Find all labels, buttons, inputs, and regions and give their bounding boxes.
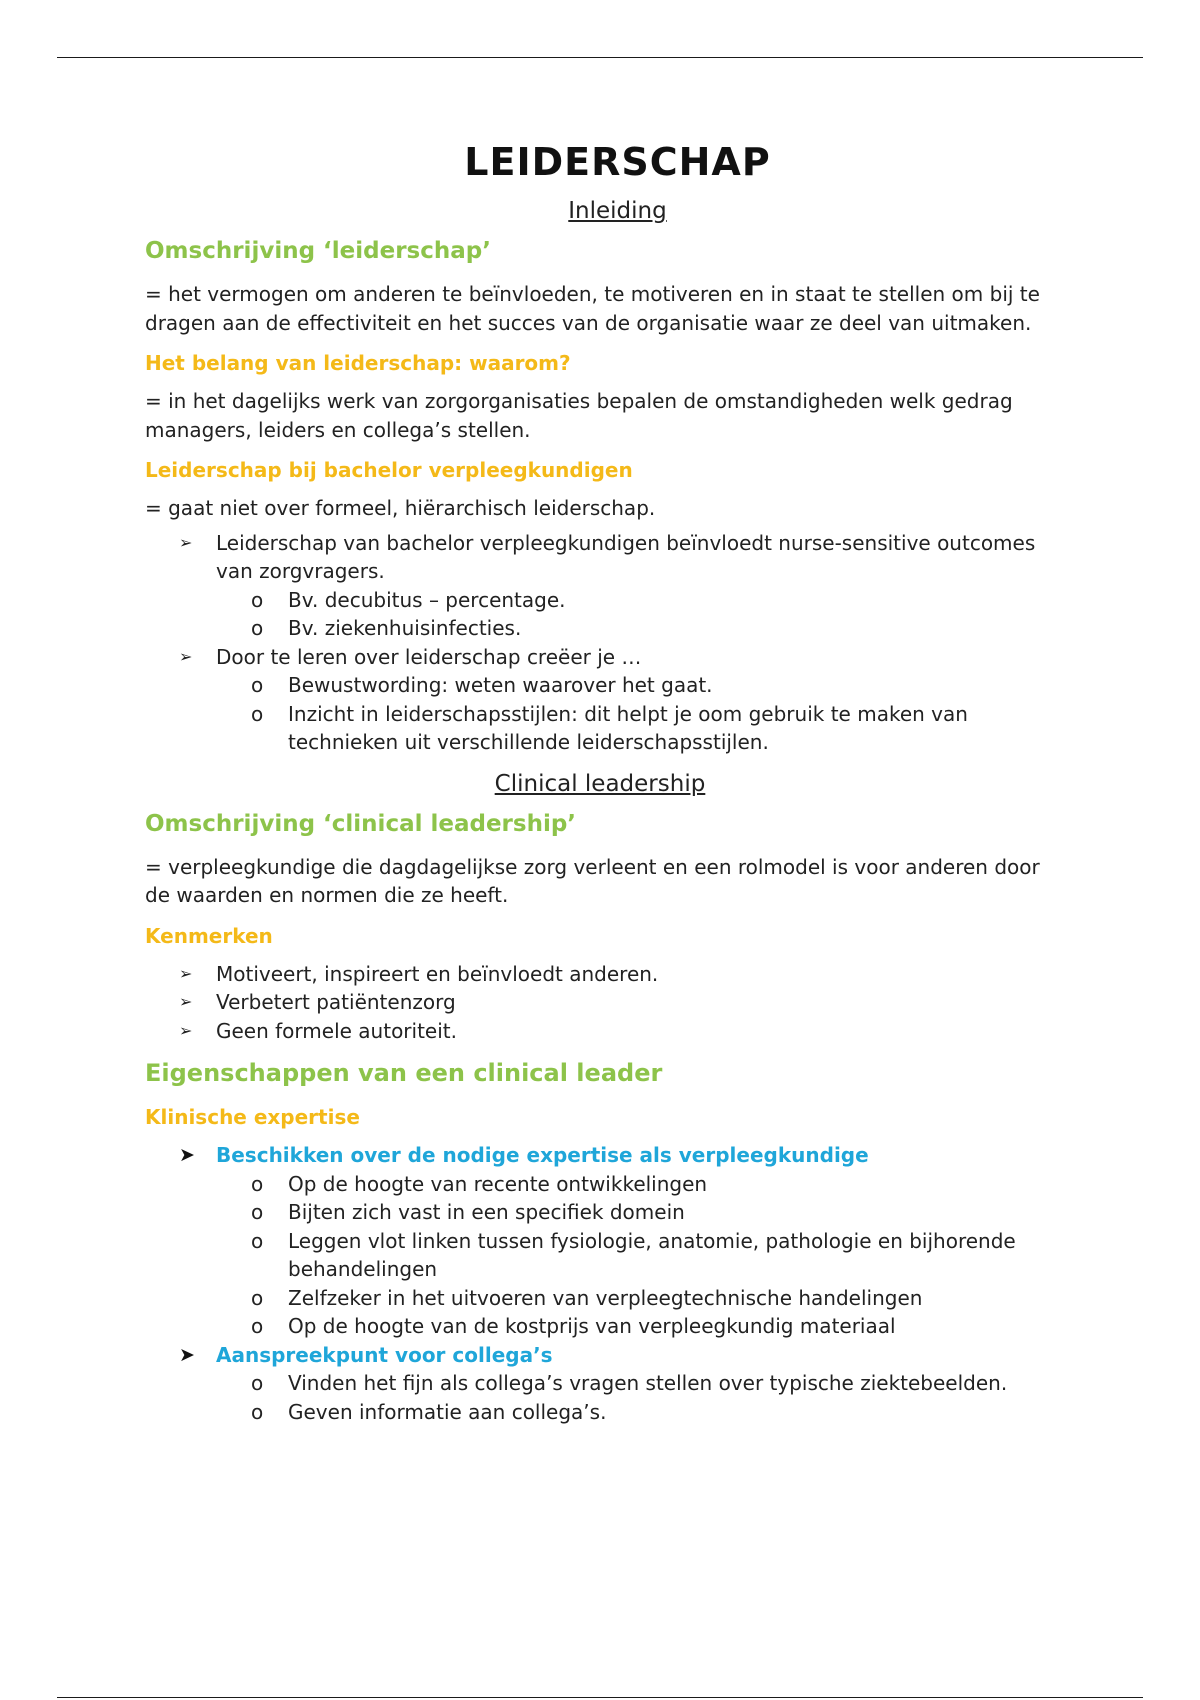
sub-list-item bbox=[216, 1170, 1045, 1199]
heading-eigenschappen-clinical-leader: Eigenschappen van een clinical leader bbox=[145, 1059, 663, 1087]
document-body bbox=[145, 140, 1045, 1432]
arrow-bullet-icon: ➢ bbox=[179, 992, 193, 1011]
arrow-bullet-icon: ➤ bbox=[179, 1343, 195, 1366]
list-item bbox=[145, 1141, 1045, 1341]
sub-list-item bbox=[216, 1227, 1045, 1284]
list-item-text: Door te leren over leiderschap creëer je … bbox=[216, 644, 642, 669]
sub-list-item bbox=[216, 614, 1045, 643]
paragraph-belang: = in het dagelijks werk van zorgorganisaties bepalen de omstandigheden welk gedrag managers, leiders en collega’s stellen. bbox=[145, 389, 1013, 442]
circle-bullet-icon: o bbox=[251, 1314, 264, 1338]
list-item bbox=[145, 643, 1045, 757]
arrow-bullet-icon: ➤ bbox=[179, 1144, 195, 1166]
arrow-bullet-icon: ➢ bbox=[179, 963, 193, 983]
sub-list-item-text: Bijten zich vast in een specifiek domein bbox=[288, 1200, 685, 1224]
circle-bullet-icon: o bbox=[251, 587, 264, 612]
circle-bullet-icon: o bbox=[251, 1371, 264, 1395]
sub-list-item-text: Inzicht in leiderschapsstijlen: dit helpt je oom gebruik te maken van technieken uit verschillende leiderschapsstijlen. bbox=[288, 701, 968, 754]
sub-list-item-text: Geven informatie aan collega’s. bbox=[288, 1399, 607, 1424]
page-title: LEIDERSCHAP bbox=[464, 140, 771, 184]
sub-list-item bbox=[216, 1312, 1045, 1341]
circle-bullet-icon: o bbox=[251, 616, 264, 640]
arrow-bullet-icon: ➢ bbox=[179, 646, 193, 666]
list-item bbox=[145, 1341, 1045, 1427]
header-rule bbox=[57, 57, 1143, 58]
sub-list-item-text: Leggen vlot linken tussen fysiologie, anatomie, pathologie en bijhorende behandelingen bbox=[288, 1228, 1016, 1281]
circle-bullet-icon: o bbox=[251, 1200, 264, 1224]
list-item bbox=[145, 1017, 1045, 1046]
circle-bullet-icon: o bbox=[251, 1285, 264, 1310]
sub-list-item bbox=[216, 700, 1045, 757]
sub-list-item bbox=[216, 1284, 1045, 1313]
heading-omschrijving-leiderschap: Omschrijving ‘leiderschap’ bbox=[145, 238, 491, 264]
list-item-text: Leiderschap van bachelor verpleegkundigen beïnvloedt nurse-sensitive outcomes van zorgvragers. bbox=[216, 530, 1036, 583]
heading-klinische-expertise: Klinische expertise bbox=[145, 1105, 360, 1129]
sub-list bbox=[216, 1170, 1045, 1341]
list-item-text: Beschikken over de nodige expertise als verpleegkundige bbox=[216, 1143, 869, 1167]
inleiding-bullet-list bbox=[145, 529, 1045, 757]
paragraph-definition-leiderschap: = het vermogen om anderen te beïnvloeden, te motiveren en in staat te stellen om bij te dragen aan de effectiviteit en het succes van de organisatie waar ze deel van uitmaken. bbox=[145, 282, 1040, 335]
sub-list-item-text: Op de hoogte van recente ontwikkelingen bbox=[288, 1171, 708, 1196]
heading-leiderschap-bachelor: Leiderschap bij bachelor verpleegkundigen bbox=[145, 458, 633, 482]
sub-list bbox=[216, 1369, 1045, 1426]
sub-list-item-text: Bv. ziekenhuisinfecties. bbox=[288, 616, 522, 640]
sub-list-item bbox=[216, 1198, 1045, 1227]
sub-list-item-text: Zelfzeker in het uitvoeren van verpleegtechnische handelingen bbox=[288, 1285, 923, 1310]
arrow-bullet-icon: ➢ bbox=[179, 532, 193, 552]
sub-list-item-text: Bewustwording: weten waarover het gaat. bbox=[288, 673, 713, 697]
heading-omschrijving-clinical: Omschrijving ‘clinical leadership’ bbox=[145, 810, 577, 837]
circle-bullet-icon: o bbox=[251, 1399, 264, 1424]
list-item bbox=[145, 529, 1045, 643]
circle-bullet-icon: o bbox=[251, 1171, 264, 1196]
paragraph-formeel: = gaat niet over formeel, hiërarchisch leiderschap. bbox=[145, 496, 656, 520]
paragraph-definition-clinical: = verpleegkundige die dagdagelijkse zorg verleent en een rolmodel is voor anderen door de waarden en normen die ze heeft. bbox=[145, 854, 1040, 907]
arrow-bullet-icon: ➢ bbox=[179, 1020, 193, 1040]
sub-list bbox=[216, 671, 1045, 757]
kenmerken-list bbox=[145, 960, 1045, 1046]
sub-list-item bbox=[216, 586, 1045, 615]
list-item-text: Motiveert, inspireert en beïnvloedt anderen. bbox=[216, 961, 659, 986]
section-inleiding: Inleiding bbox=[568, 198, 667, 224]
sub-list-item-text: Bv. decubitus – percentage. bbox=[288, 587, 566, 612]
section-clinical-leadership: Clinical leadership bbox=[494, 770, 706, 797]
list-item-text: Aanspreekpunt voor collega’s bbox=[216, 1342, 553, 1367]
list-item bbox=[145, 960, 1045, 989]
footer-rule bbox=[57, 1697, 1143, 1698]
sub-list-item bbox=[216, 671, 1045, 700]
sub-list-item bbox=[216, 1369, 1045, 1398]
circle-bullet-icon: o bbox=[251, 1228, 264, 1253]
list-item bbox=[145, 988, 1045, 1017]
expertise-list bbox=[145, 1141, 1045, 1426]
heading-belang-leiderschap: Het belang van leiderschap: waarom? bbox=[145, 351, 571, 375]
heading-kenmerken: Kenmerken bbox=[145, 923, 273, 948]
sub-list-item-text: Op de hoogte van de kostprijs van verpleegkundig materiaal bbox=[288, 1314, 896, 1338]
list-item-text: Geen formele autoriteit. bbox=[216, 1018, 457, 1043]
list-item-text: Verbetert patiëntenzorg bbox=[216, 990, 456, 1014]
circle-bullet-icon: o bbox=[251, 701, 264, 726]
circle-bullet-icon: o bbox=[251, 673, 264, 697]
sub-list bbox=[216, 586, 1045, 643]
sub-list-item bbox=[216, 1398, 1045, 1427]
sub-list-item-text: Vinden het fijn als collega’s vragen stellen over typische ziektebeelden. bbox=[288, 1371, 1008, 1395]
